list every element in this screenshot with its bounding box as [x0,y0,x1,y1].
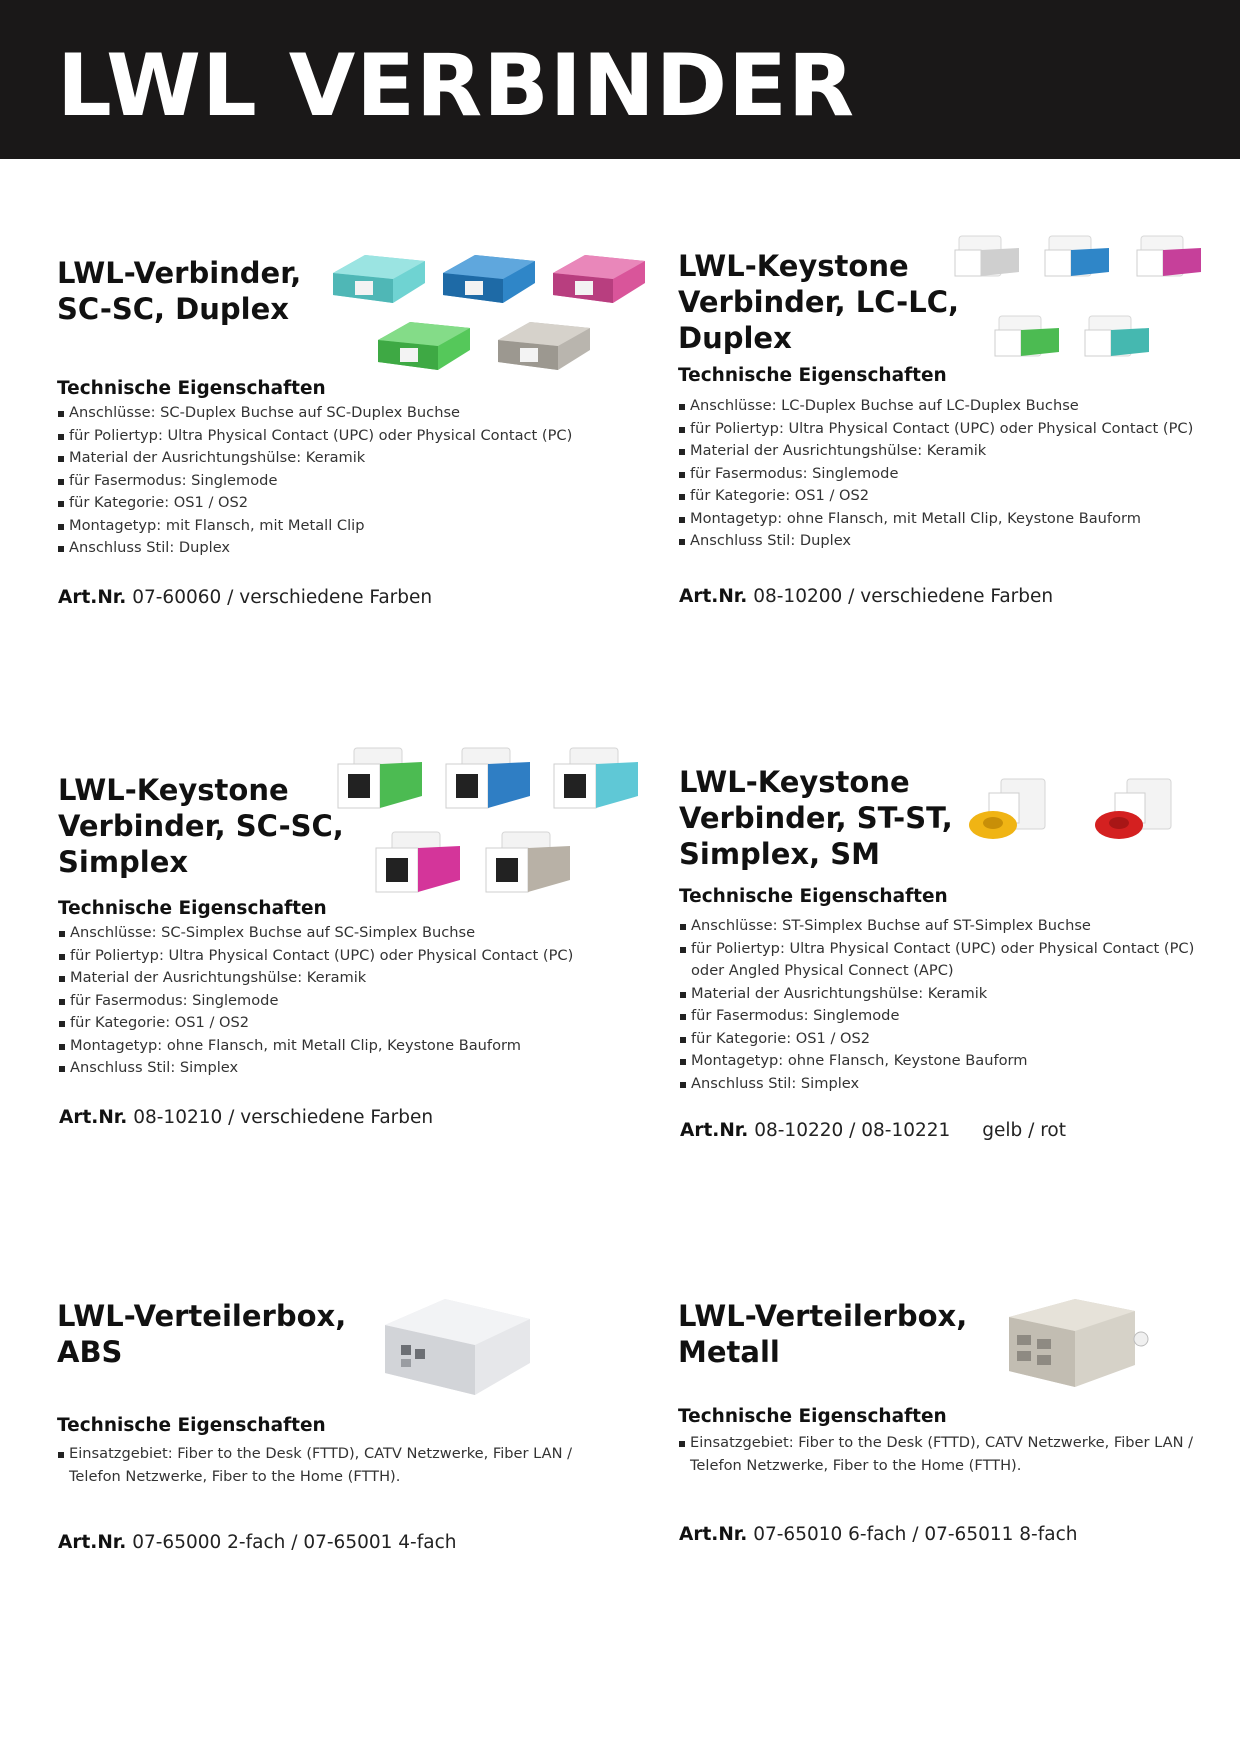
sc-duplex-adapter-icon [333,255,425,303]
feature-item: Anschlüsse: SC-Duplex Buchse auf SC-Duplex Buchse [57,402,572,425]
product-image-lc-keystone [945,228,1220,378]
st-keystone-yellow-icon [969,779,1045,839]
sc-keystone-icon [338,748,422,808]
properties-heading: Technische Eigenschaften [678,1406,947,1427]
product-title: LWL-Keystone Verbinder, ST-ST, Simplex, SM [679,765,953,871]
page-title: LWL VERBINDER [57,36,856,136]
article-number [679,586,1053,607]
feature-item: Anschlüsse: SC-Simplex Buchse auf SC-Simplex Buchse [58,922,573,945]
feature-item: Anschluss Stil: Duplex [678,530,1193,553]
sc-duplex-adapter-icon [443,255,535,303]
distribution-box-abs-icon [385,1299,530,1395]
article-extra: gelb / rot [982,1120,1067,1141]
properties-heading: Technische Eigenschaften [679,886,948,907]
product-title: LWL-Verbinder, SC-SC, Duplex [57,256,302,326]
article-label: Art.Nr. [679,1524,748,1545]
feature-item: Material der Ausrichtungshülse: Keramik [679,983,1219,1006]
sc-duplex-adapter-icon [553,255,645,303]
sc-keystone-icon [376,832,460,892]
sc-keystone-icon [446,748,530,808]
feature-item: für Poliertyp: Ultra Physical Contact (UPC) oder Physical Contact (PC) [678,418,1193,441]
feature-item: Material der Ausrichtungshülse: Keramik [678,440,1193,463]
article-value: 08-10210 / verschiedene Farben [133,1107,434,1128]
feature-item: Montagetyp: ohne Flansch, Keystone Bauform [679,1050,1219,1073]
article-number [58,587,432,608]
article-label: Art.Nr. [680,1120,749,1141]
product-image-st-keystone [965,775,1195,855]
article-number [679,1524,1077,1545]
sc-duplex-adapter-icon [378,322,470,370]
feature-item: Montagetyp: ohne Flansch, mit Metall Clip, Keystone Bauform [678,508,1193,531]
feature-item: für Fasermodus: Singlemode [679,1005,1219,1028]
feature-item: für Kategorie: OS1 / OS2 [57,492,572,515]
feature-list [678,395,1193,553]
feature-list [57,1443,597,1488]
feature-item: Montagetyp: mit Flansch, mit Metall Clip [57,515,572,538]
feature-item: für Fasermodus: Singlemode [57,470,572,493]
article-value: 08-10200 / verschiedene Farben [753,586,1054,607]
distribution-box-metal-icon [1009,1299,1148,1387]
properties-heading: Technische Eigenschaften [58,898,327,919]
product-image-box-metall [1005,1295,1155,1395]
page-header [0,0,1240,159]
st-keystone-red-icon [1095,779,1171,839]
properties-heading: Technische Eigenschaften [57,1415,326,1436]
lc-keystone-icon [1085,316,1149,356]
lc-keystone-icon [1045,236,1109,276]
feature-item: für Fasermodus: Singlemode [58,990,573,1013]
feature-item: für Kategorie: OS1 / OS2 [678,485,1193,508]
sc-keystone-icon [554,748,638,808]
product-title: LWL-Verteilerbox, ABS [57,1299,347,1369]
feature-item: Montagetyp: ohne Flansch, mit Metall Clip, Keystone Bauform [58,1035,573,1058]
article-number [58,1532,456,1553]
properties-heading: Technische Eigenschaften [57,378,326,399]
feature-item: Material der Ausrichtungshülse: Keramik [58,967,573,990]
feature-item: Material der Ausrichtungshülse: Keramik [57,447,572,470]
feature-list [58,922,573,1080]
feature-item: für Poliertyp: Ultra Physical Contact (UPC) oder Physical Contact (PC) [57,425,572,448]
feature-item: für Fasermodus: Singlemode [678,463,1193,486]
feature-list [679,915,1219,1095]
feature-item: Einsatzgebiet: Fiber to the Desk (FTTD), CATV Netzwerke, Fiber LAN / Telefon Netzwerke, Fiber to the Home (FTTH). [678,1432,1218,1477]
article-number [59,1107,433,1128]
product-title: LWL-Keystone Verbinder, LC-LC, Duplex [678,249,959,355]
article-value: 07-60060 / verschiedene Farben [132,587,433,608]
product-title: LWL-Keystone Verbinder, SC-SC, Simplex [58,773,344,879]
feature-list [57,402,572,560]
feature-item: Anschluss Stil: Duplex [57,537,572,560]
feature-item: für Poliertyp: Ultra Physical Contact (UPC) oder Physical Contact (PC) oder Angled Physical Connect (APC) [679,938,1219,983]
feature-item: für Kategorie: OS1 / OS2 [58,1012,573,1035]
feature-item: Anschlüsse: LC-Duplex Buchse auf LC-Duplex Buchse [678,395,1193,418]
feature-list [678,1432,1218,1477]
article-value: 07-65010 6-fach / 07-65011 8-fach [753,1524,1078,1545]
article-number [680,1120,1066,1141]
article-label: Art.Nr. [58,1532,127,1553]
product-image-sc-duplex [325,238,655,383]
article-label: Art.Nr. [59,1107,128,1128]
article-label: Art.Nr. [679,586,748,607]
article-value: 08-10220 / 08-10221 [754,1120,951,1141]
article-value: 07-65000 2-fach / 07-65001 4-fach [132,1532,457,1553]
product-title: LWL-Verteilerbox, Metall [678,1299,968,1369]
feature-item: Einsatzgebiet: Fiber to the Desk (FTTD), CATV Netzwerke, Fiber LAN / Telefon Netzwerke, Fiber to the Home (FTTH). [57,1443,597,1488]
article-label: Art.Nr. [58,587,127,608]
properties-heading: Technische Eigenschaften [678,365,947,386]
sc-duplex-adapter-icon [498,322,590,370]
sc-keystone-icon [486,832,570,892]
feature-item: Anschluss Stil: Simplex [679,1073,1219,1096]
feature-item: Anschluss Stil: Simplex [58,1057,573,1080]
feature-item: für Kategorie: OS1 / OS2 [679,1028,1219,1051]
lc-keystone-icon [1137,236,1201,276]
lc-keystone-icon [995,316,1059,356]
product-image-sc-simplex [332,742,652,902]
product-image-box-abs [365,1295,535,1400]
feature-item: Anschlüsse: ST-Simplex Buchse auf ST-Simplex Buchse [679,915,1219,938]
feature-item: für Poliertyp: Ultra Physical Contact (UPC) oder Physical Contact (PC) [58,945,573,968]
lc-keystone-icon [955,236,1019,276]
